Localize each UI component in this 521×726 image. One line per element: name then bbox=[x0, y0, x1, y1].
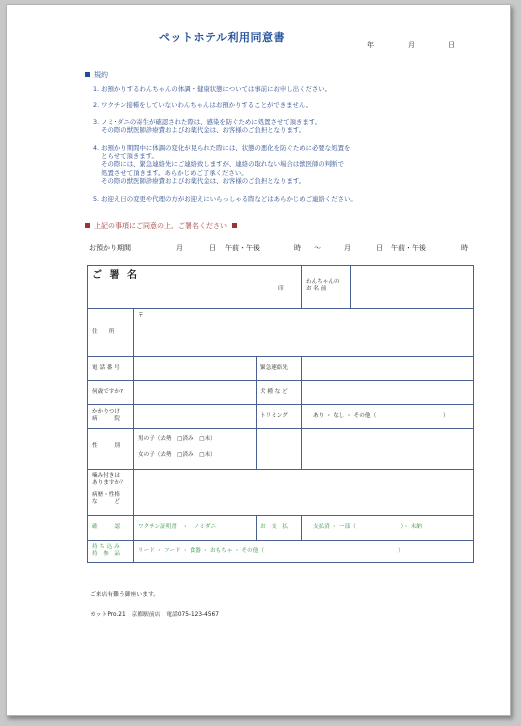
confirm-label: 確 認 bbox=[92, 524, 120, 530]
payment-label: お 支 払 bbox=[260, 524, 288, 530]
signature-label: ご 署 名 bbox=[92, 270, 139, 281]
illness-label: 病歴・性格 な ど bbox=[92, 492, 120, 505]
male-option[interactable]: 男の子（去勢 □済み □未） bbox=[138, 436, 216, 442]
start-month[interactable]: 月 bbox=[176, 244, 183, 252]
square-bullet-icon bbox=[85, 72, 90, 77]
dog-name-label: わんちゃんの お 名 前 bbox=[306, 279, 340, 292]
document-title: ペットホテル利用同意書 bbox=[159, 31, 285, 44]
start-hour[interactable]: 時 bbox=[294, 244, 301, 252]
square-bullet-icon bbox=[85, 223, 90, 228]
payment-options[interactable]: 支払済 ・ 一部（ ）・ 未納 bbox=[313, 524, 422, 530]
end-day[interactable]: 日 bbox=[376, 244, 383, 252]
female-option[interactable]: 女の子（去勢 □済み □未） bbox=[138, 452, 216, 458]
vet-label: かかりつけ 病 院 bbox=[92, 409, 120, 422]
date-year: 年 bbox=[367, 41, 374, 49]
rule-item: 4. お預かり期間中に体調の変化が見られた際には、状態の悪化を防ぐために必要な処置を とらせて頂きます。 その際には、緊急連絡先にご連絡致しますが、連絡の取れない場合は獣医師の判断で 処置させて頂きます。あらかじめご了承ください。 その際の獣医師診療費およびお薬代金は、お客様のご負担となります。 bbox=[93, 144, 351, 185]
start-day[interactable]: 日 bbox=[209, 244, 216, 252]
period-tilde: ～ bbox=[314, 244, 321, 252]
start-ampm[interactable]: 午前・午後 bbox=[225, 244, 260, 252]
date-month: 月 bbox=[408, 41, 415, 49]
emergency-label: 緊急連絡先 bbox=[260, 365, 288, 371]
age-label: 何歳ですか? bbox=[92, 389, 123, 395]
bite-label: 噛み付きは ありますか？ bbox=[92, 473, 126, 486]
breed-label: 犬 種 な ど bbox=[260, 389, 288, 395]
end-month[interactable]: 月 bbox=[344, 244, 351, 252]
rule-item: 3. ノミ･ダニの寄生が確認された際は、感染を防ぐために処置させて頂きます。 その際の獣医師診療費およびお薬代金は、お客様のご負担となります。 bbox=[93, 118, 322, 135]
square-bullet-icon bbox=[232, 223, 237, 228]
belongings-options[interactable]: リード ・ フード ・ 食器 ・ おもちゃ ・ その他（ ） bbox=[138, 548, 404, 554]
rule-item: 5. お迎え日の変更や代理の方がお迎えにいらっしゃる際などはあらかじめご連絡ください。 bbox=[93, 195, 357, 203]
belongings-label: 持 ち 込 み 持 参 品 bbox=[92, 544, 120, 557]
seal-mark: 印 bbox=[278, 286, 284, 292]
consent-form-page bbox=[6, 4, 511, 716]
rules-heading: 規約 bbox=[85, 70, 108, 80]
trimming-label: トリミング bbox=[260, 413, 288, 419]
rule-item: 1. お預かりするわんちゃんの体調・健康状態については事前にお申し出ください。 bbox=[93, 85, 332, 93]
date-day: 日 bbox=[448, 41, 455, 49]
phone-label: 電 話 番 号 bbox=[92, 365, 120, 371]
footer-thanks: ご来店有難う御座います。 bbox=[90, 592, 160, 598]
confirm-options[interactable]: ワクチン証明書 ・ ノミダニ bbox=[138, 524, 217, 530]
end-hour[interactable]: 時 bbox=[461, 244, 468, 252]
stay-period-label: お預かり期間 bbox=[89, 244, 131, 252]
customer-info-table bbox=[87, 265, 474, 563]
end-ampm[interactable]: 午前・午後 bbox=[391, 244, 426, 252]
trimming-options[interactable]: あり ・ なし ・ その他（ ） bbox=[313, 413, 449, 419]
rule-item: 2. ワクチン接種をしていないわんちゃんはお預かりすることができません。 bbox=[93, 101, 313, 109]
footer-shop-info: カットPro.21 京都駅前店 電話075-123-4567 bbox=[90, 612, 219, 618]
postal-mark: 〒 bbox=[138, 313, 144, 319]
sex-label: 性 別 bbox=[92, 443, 120, 449]
address-label: 住 所 bbox=[92, 329, 115, 335]
consent-heading: 上記の事項にご同意の上、ご署名ください bbox=[85, 221, 241, 231]
